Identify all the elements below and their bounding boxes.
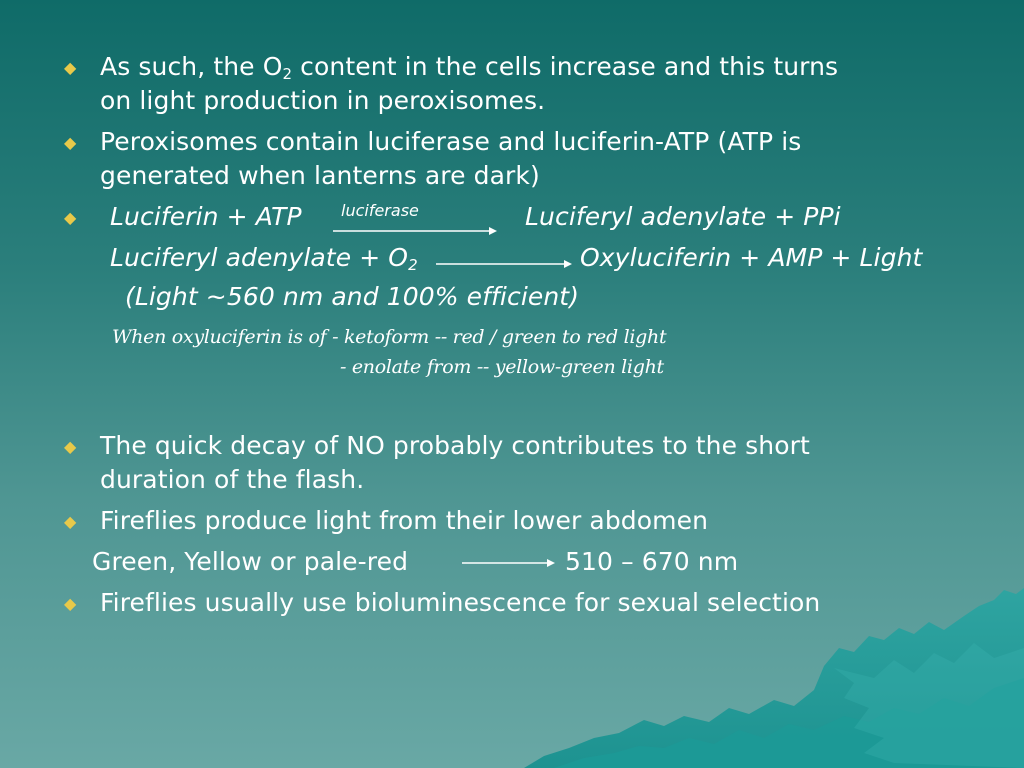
bullet-2-line-1: Peroxisomes contain luciferase and luciferin-ATP (ATP is (100, 127, 802, 156)
slide: ◆ As such, the $O_2$ content in the cells increase and this turns on light production in peroxisomes. ◆ Peroxisomes contain luciferase and luciferin-ATP (ATP is generated when lanterns are dark) ◆ Luciferin + ATP Luciferyl adenylate + PPi luciferase Luciferyl adenylate + $O_2$ Oxyluciferin + AMP + Light (Light ~560 nm and 100% efficient) When oxyluciferin is of - ketoform -- red / green to red light - enolate from -- yellow-green light ◆ The quick decay of NO probably contributes to the short duration of the flash. ◆ Fireflies produce light from their lower abdomen Green, Yellow or pale-red 510 – 670 nm ◆ Fireflies usually use bioluminescence for sexual selection (0, 0, 1024, 768)
reaction-1-right: Luciferyl adenylate + PPi (525, 202, 841, 231)
color-range-right: 510 – 670 nm (565, 547, 739, 576)
bullet-3-line-1: The quick decay of NO probably contributes to the short (100, 431, 810, 460)
diamond-bullet-icon: ◆ (64, 58, 77, 77)
reaction-2-left: Luciferyl adenylate + $O_2$ (110, 243, 418, 274)
enzyme-label: luciferase (341, 201, 419, 220)
diamond-bullet-icon: ◆ (64, 208, 77, 227)
bullet-1-line-1: As such, the $O_2$ content in the cells increase and this turns (100, 52, 839, 83)
color-range-left: Green, Yellow or pale-red (92, 547, 409, 576)
diamond-bullet-icon: ◆ (64, 133, 77, 152)
reaction-2-right: Oxyluciferin + AMP + Light (580, 243, 923, 272)
color-range-arrow-icon (462, 557, 557, 569)
reaction-1-left: Luciferin + ATP (110, 202, 302, 231)
diamond-bullet-icon: ◆ (64, 512, 77, 531)
handwritten-note-2: - enolate from -- yellow-green light (340, 356, 664, 378)
reaction-1-arrow-icon (333, 225, 498, 237)
bullet-5-line-1: Fireflies usually use bioluminescence for sexual selection (100, 588, 821, 617)
bullet-4-line-1: Fireflies produce light from their lower abdomen (100, 506, 709, 535)
diamond-bullet-icon: ◆ (64, 594, 77, 613)
iceberg-decoration-icon (524, 588, 1024, 768)
diamond-bullet-icon: ◆ (64, 437, 77, 456)
handwritten-note-1: When oxyluciferin is of - ketoform -- red / green to red light (112, 326, 667, 348)
reaction-2-arrow-icon (436, 258, 574, 270)
